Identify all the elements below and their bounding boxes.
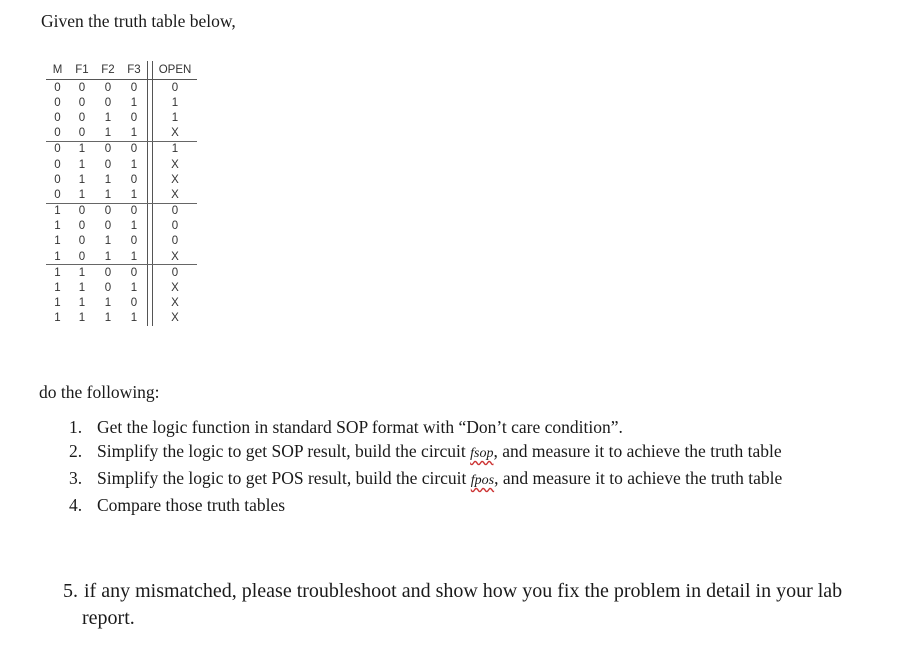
- table-cell: 1: [54, 235, 61, 248]
- table-cell: 1: [54, 205, 61, 218]
- table-cell: 0: [130, 81, 138, 94]
- task-number: 2.: [69, 441, 83, 461]
- table-cell-output: 1: [171, 111, 179, 124]
- table-cell-output: X: [153, 249, 198, 265]
- table-cell: 0: [130, 143, 138, 156]
- table-cell: 1: [104, 235, 112, 248]
- table-cell: 1: [121, 126, 148, 142]
- table-cell: 1: [78, 297, 86, 310]
- table-cell: 0: [78, 96, 86, 109]
- table-row: [46, 296, 197, 311]
- table-row: [46, 172, 197, 187]
- table-row: [46, 203, 197, 219]
- table-cell: 1: [54, 220, 61, 233]
- header-open: OPEN: [153, 61, 198, 80]
- table-row: [46, 311, 197, 326]
- intro-text: Given the truth table below,: [41, 11, 236, 31]
- task-number: 5.: [63, 580, 78, 602]
- table-cell: 1: [54, 297, 61, 310]
- table-cell: 1: [78, 266, 86, 279]
- table-cell: 1: [54, 282, 61, 295]
- function-name-fsop: fsop: [470, 446, 494, 461]
- table-cell: 0: [104, 205, 112, 218]
- table-cell: 1: [78, 312, 86, 325]
- task-item: [69, 494, 829, 516]
- table-cell: 1: [121, 249, 148, 265]
- table-cell-output: 0: [171, 235, 179, 248]
- table-cell: 1: [130, 312, 138, 325]
- table-cell: 0: [54, 173, 61, 186]
- task-text: Simplify the logic to get SOP result, build the circuit: [97, 441, 471, 461]
- table-cell: 1: [104, 297, 112, 310]
- table-cell: 1: [95, 126, 121, 142]
- table-cell-output: X: [153, 187, 198, 203]
- table-cell: 0: [54, 81, 61, 94]
- table-row: [46, 249, 197, 265]
- table-cell: 0: [69, 249, 95, 265]
- header-f1: F1: [69, 61, 95, 80]
- table-cell: 0: [78, 111, 86, 124]
- table-cell-output: 0: [171, 205, 179, 218]
- task-item: [69, 467, 829, 492]
- table-row: [46, 234, 197, 249]
- table-cell-output: X: [171, 297, 179, 310]
- table-cell: 0: [54, 158, 61, 171]
- table-cell: 0: [130, 266, 138, 279]
- table-cell: 0: [130, 235, 138, 248]
- task-number: 4.: [69, 495, 83, 515]
- task-text: Get the logic function in standard SOP format with “Don’t care condition”.: [97, 417, 623, 437]
- table-cell: 1: [104, 312, 112, 325]
- task-text: , and measure it to achieve the truth table: [493, 441, 782, 461]
- table-cell: 1: [104, 173, 112, 186]
- table-cell: 0: [104, 282, 112, 295]
- table-cell: 0: [104, 266, 112, 279]
- header-m: M: [46, 61, 69, 80]
- table-cell-output: 0: [171, 81, 179, 94]
- table-cell: 0: [104, 143, 112, 156]
- lead-text: do the following:: [39, 382, 160, 402]
- header-f3: F3: [121, 61, 148, 80]
- function-name-fpos: fpos: [470, 473, 495, 488]
- table-cell: 1: [130, 220, 138, 233]
- table-row: [46, 157, 197, 172]
- table-row: [46, 280, 197, 295]
- table-cell-output: X: [171, 158, 179, 171]
- table-row: [46, 126, 197, 142]
- table-cell: 1: [78, 143, 86, 156]
- table-cell: 0: [130, 111, 138, 124]
- table-cell: 1: [130, 158, 138, 171]
- task-list: [69, 416, 829, 518]
- table-row: [46, 141, 197, 157]
- task-text: Compare those truth tables: [97, 495, 286, 515]
- table-cell: 1: [130, 282, 138, 295]
- task-item: [69, 440, 829, 465]
- table-cell: 0: [130, 205, 138, 218]
- truth-table-header: [46, 61, 197, 80]
- table-cell: 1: [104, 111, 112, 124]
- table-cell: 0: [104, 81, 112, 94]
- task-text: , and measure it to achieve the truth table: [494, 468, 783, 488]
- task-text: if any mismatched, please troubleshoot and show how you fix the problem in detail in your lab: [84, 580, 843, 602]
- table-cell-output: X: [171, 282, 179, 295]
- table-cell: 0: [104, 96, 112, 109]
- task-item-5: [63, 578, 893, 632]
- table-row: [46, 265, 197, 281]
- table-cell: 1: [46, 249, 69, 265]
- table-cell-output: 0: [171, 220, 179, 233]
- table-cell: 0: [78, 220, 86, 233]
- table-cell: 1: [78, 282, 86, 295]
- table-cell: 0: [78, 81, 86, 94]
- table-cell: 0: [54, 111, 61, 124]
- table-cell: 0: [78, 205, 86, 218]
- table-cell: 1: [78, 173, 86, 186]
- table-cell: 1: [54, 266, 61, 279]
- truth-table: [46, 61, 197, 326]
- table-row: [46, 110, 197, 125]
- table-cell: 0: [46, 187, 69, 203]
- table-cell: 0: [46, 126, 69, 142]
- table-cell: 1: [130, 96, 138, 109]
- table-row: [46, 95, 197, 110]
- task-number: 3.: [69, 468, 83, 488]
- table-cell-output: 0: [171, 266, 179, 279]
- table-cell: 1: [95, 249, 121, 265]
- table-row: [46, 80, 197, 96]
- table-row: [46, 219, 197, 234]
- table-cell: 0: [130, 297, 138, 310]
- table-cell-output: 1: [171, 96, 179, 109]
- table-cell-output: X: [153, 126, 198, 142]
- table-cell: 1: [121, 187, 148, 203]
- table-cell: 0: [130, 173, 138, 186]
- task-item: [69, 416, 829, 438]
- table-cell: 0: [54, 143, 61, 156]
- header-f2: F2: [95, 61, 121, 80]
- table-cell: 0: [69, 126, 95, 142]
- table-cell: 1: [95, 187, 121, 203]
- task-number: 1.: [69, 417, 83, 437]
- table-cell: 1: [54, 312, 61, 325]
- table-cell: 0: [104, 220, 112, 233]
- table-cell: 1: [78, 158, 86, 171]
- table-cell-output: 1: [171, 143, 179, 156]
- task-text-continued: report.: [82, 607, 135, 629]
- table-cell: 0: [78, 235, 86, 248]
- table-row: [46, 187, 197, 203]
- truth-table-body: [46, 80, 197, 327]
- table-cell: 0: [104, 158, 112, 171]
- table-cell: 0: [54, 96, 61, 109]
- task-text: Simplify the logic to get POS result, build the circuit: [97, 468, 471, 488]
- table-cell-output: X: [171, 173, 179, 186]
- table-cell: 1: [69, 187, 95, 203]
- table-cell-output: X: [171, 312, 179, 325]
